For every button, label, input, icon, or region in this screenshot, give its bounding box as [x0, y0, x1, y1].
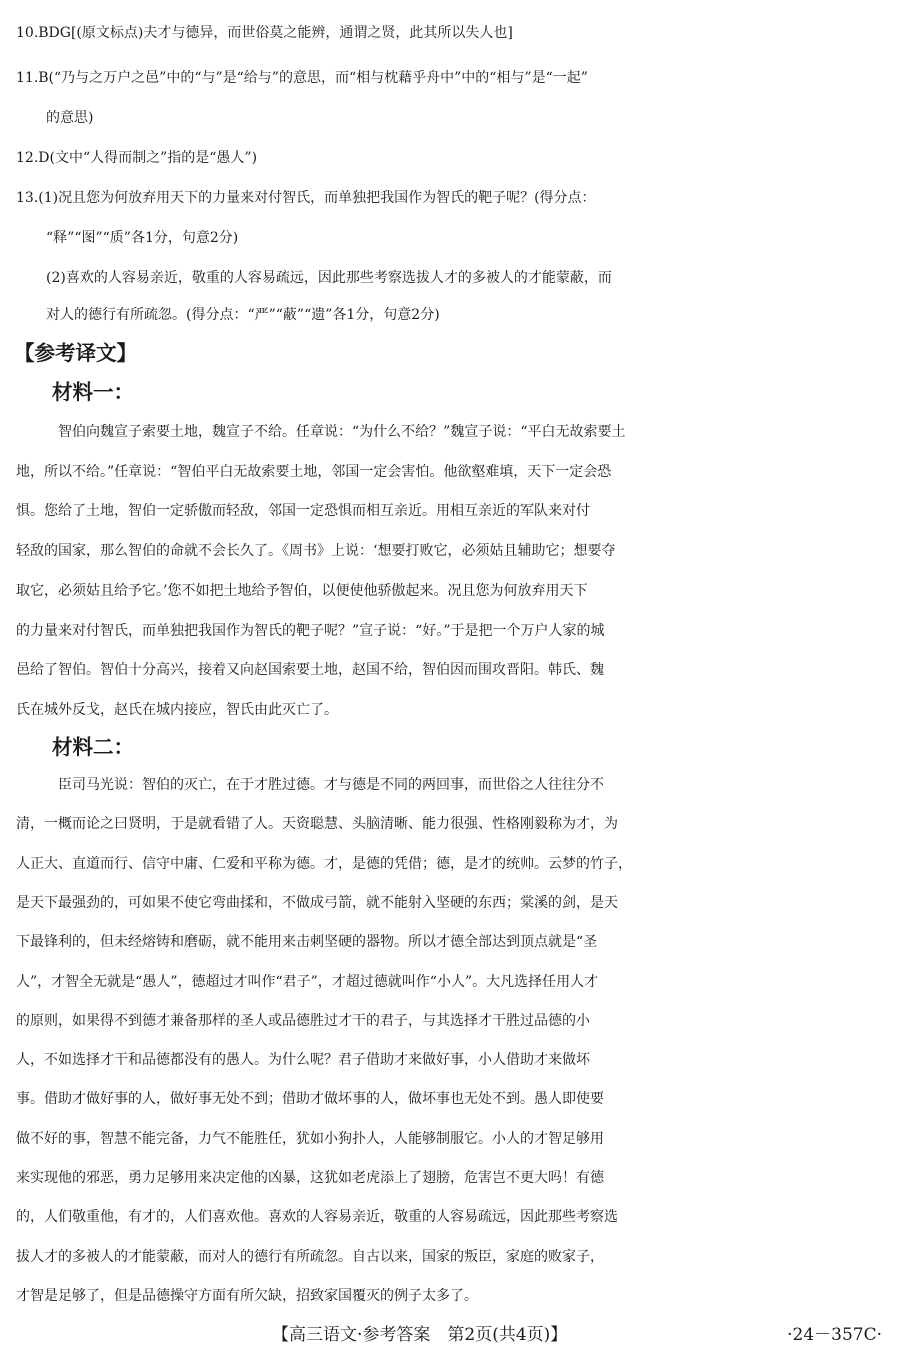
line-text: 来实现他的邪恶，勇力足够用来决定他的凶暴，这犹如老虎添上了翅膀，危害岂不更大吗！有德	[16, 1170, 604, 1186]
line-text: 清，一概而论之曰贤明，于是就看错了人。天资聪慧、头脑清晰、能力很强、性格刚毅称为才，为	[16, 816, 618, 833]
line-text: 地，所以不给。”任章说：“智伯平白无故索要土地，邻国一定会害怕。他欲壑难填，天下一定会恐	[16, 463, 612, 480]
paragraph-line	[0, 574, 900, 608]
paragraph-line	[0, 847, 900, 881]
line-text: 做不好的事，智慧不能完备，力气不能胜任，犹如小狗扑人，人能够制服它。小人的才智足够用	[16, 1130, 604, 1147]
paragraph-line	[0, 415, 900, 449]
answer-text: B(“乃与之万户之邑”中的“与”是“给与”的意思，而“相与枕藉乎舟中”中的“相与”是“一起”	[38, 70, 588, 86]
answer-12	[0, 141, 900, 175]
line-text: 拔人才的多被人的才能蒙蔽，而对人的德行有所疏忽。自古以来，国家的叛臣，家庭的败家子，	[16, 1248, 604, 1265]
answer-text: BDG[(原文标点)夫才与德异，而世俗莫之能辨，通谓之贤，此其所以失人也]	[38, 25, 513, 41]
line-text: 才智是足够了，但是品德操守方面有所欠缺，招致家国覆灭的例子太多了。	[16, 1287, 478, 1304]
line-text: 下最锋利的，但未经熔铸和磨砺，就不能用来击刺坚硬的器物。所以才德全部达到顶点就是“圣	[16, 934, 598, 951]
answer-11	[0, 61, 900, 95]
paragraph-line	[0, 614, 900, 648]
paragraph-line	[0, 1004, 900, 1038]
answer-text: (2)喜欢的人容易亲近，敬重的人容易疏远，因此那些考察选拔人才的多被人的才能蒙蔽，而	[46, 270, 612, 286]
page-footer	[0, 1318, 900, 1352]
answer-11-cont	[0, 101, 900, 135]
line-text: 的，人们敬重他，有才的，人们喜欢他。喜欢的人容易亲近，敬重的人容易疏远，因此那些考察选	[16, 1209, 618, 1226]
paragraph-line	[0, 534, 900, 568]
paragraph-line	[0, 1122, 900, 1156]
paragraph-line	[0, 1043, 900, 1077]
line-text: 的原则，如果得不到德才兼备那样的圣人或品德胜过才干的君子，与其选择才干胜过品德的小	[16, 1012, 590, 1029]
paragraph-line	[0, 494, 900, 528]
line-text: 人，不如选择才干和品德都没有的愚人。为什么呢？君子借助才来做好事，小人借助才来做坏	[16, 1052, 590, 1069]
paragraph-line	[0, 1200, 900, 1234]
answer-text: 的意思)	[46, 110, 94, 126]
paragraph-line	[0, 1161, 900, 1195]
material1-title: 材料一：	[52, 380, 134, 404]
line-text: 事。借助才做好事的人，做好事无处不到；借助才做坏事的人，做坏事也无处不到。愚人即使要	[16, 1091, 604, 1108]
line-text: 臣司马光说：智伯的灭亡，在于才胜过德。才与德是不同的两回事，而世俗之人往往分不	[58, 777, 604, 793]
answer-text: D(文中“人得而制之”指的是“愚人”)	[38, 150, 258, 166]
line-text: 智伯向魏宣子索要土地，魏宣子不给。任章说：“为什么不给？”魏宣子说：“平白无故索要土	[58, 424, 626, 440]
paragraph-line	[0, 653, 900, 687]
answer-number: 12.	[16, 150, 39, 166]
paragraph-line	[0, 886, 900, 920]
paragraph-line	[0, 965, 900, 999]
line-text: 人”，才智全无就是“愚人”，德超过才叫作“君子”，才超过德就叫作“小人”。大凡选择任用人才	[16, 973, 599, 990]
line-text: 氏在城外反戈，赵氏在城内接应，智氏由此灭亡了。	[16, 701, 338, 718]
answer-number: 10.	[16, 25, 39, 41]
answer-text: “释”“图”“质”各1分，句意2分)	[46, 230, 239, 246]
line-text: 轻敌的国家，那么智伯的命就不会长久了。《周书》上说：‘想要打败它，必须姑且辅助它；想要夺	[16, 543, 616, 560]
paragraph-line	[0, 1240, 900, 1274]
line-text: 的力量来对付智氏，而单独把我国作为智氏的靶子呢？”宣子说：“好。”于是把一个万户人家的城	[16, 622, 605, 639]
answer-number: 11.	[16, 70, 39, 86]
answer-text: 对人的德行有所疏忽。(得分点：“严”“蔽”“遗”各1分，句意2分)	[46, 307, 440, 323]
paragraph-line	[0, 455, 900, 489]
answer-10	[0, 16, 900, 50]
line-text: 邑给了智伯。智伯十分高兴，接着又向赵国索要土地，赵国不给，智伯因而围攻晋阳。韩氏、魏	[16, 662, 604, 679]
answer-13	[0, 181, 900, 215]
paragraph-line	[0, 1279, 900, 1313]
paragraph-line	[0, 925, 900, 959]
answer-13-cont1	[0, 221, 900, 255]
translation-heading: 【参考译文】	[14, 341, 137, 365]
answer-13-cont2	[0, 261, 900, 295]
paragraph-line	[0, 768, 900, 802]
line-text: 取它，必须姑且给予它。’您不如把土地给予智伯，以便使他骄傲起来。况且您为何放弃用天下	[16, 582, 588, 599]
answer-number: 13.	[16, 190, 39, 206]
footer-page-info: 【高三语文·参考答案 第2页(共4页)】	[272, 1325, 568, 1345]
answer-text: (1)况且您为何放弃用天下的力量来对付智氏，而单独把我国作为智氏的靶子呢？(得分点：	[38, 190, 596, 206]
answer-13-cont3	[0, 298, 900, 332]
line-text: 惧。您给了土地，智伯一定骄傲而轻敌，邻国一定恐惧而相互亲近。用相互亲近的军队来对付	[16, 503, 590, 520]
paragraph-line	[0, 1082, 900, 1116]
line-text: 人正大、直道而行、信守中庸、仁爱和平称为德。才，是德的凭借；德，是才的统帅。云梦的竹子，	[16, 855, 632, 872]
line-text: 是天下最强劲的，可如果不使它弯曲揉和，不做成弓箭，就不能射入坚硬的东西；棠溪的剑，是天	[16, 894, 618, 911]
material2-title: 材料二：	[52, 735, 134, 759]
footer-code: ·24－357C·	[787, 1325, 882, 1345]
paragraph-line	[0, 807, 900, 841]
paragraph-line	[0, 693, 900, 727]
